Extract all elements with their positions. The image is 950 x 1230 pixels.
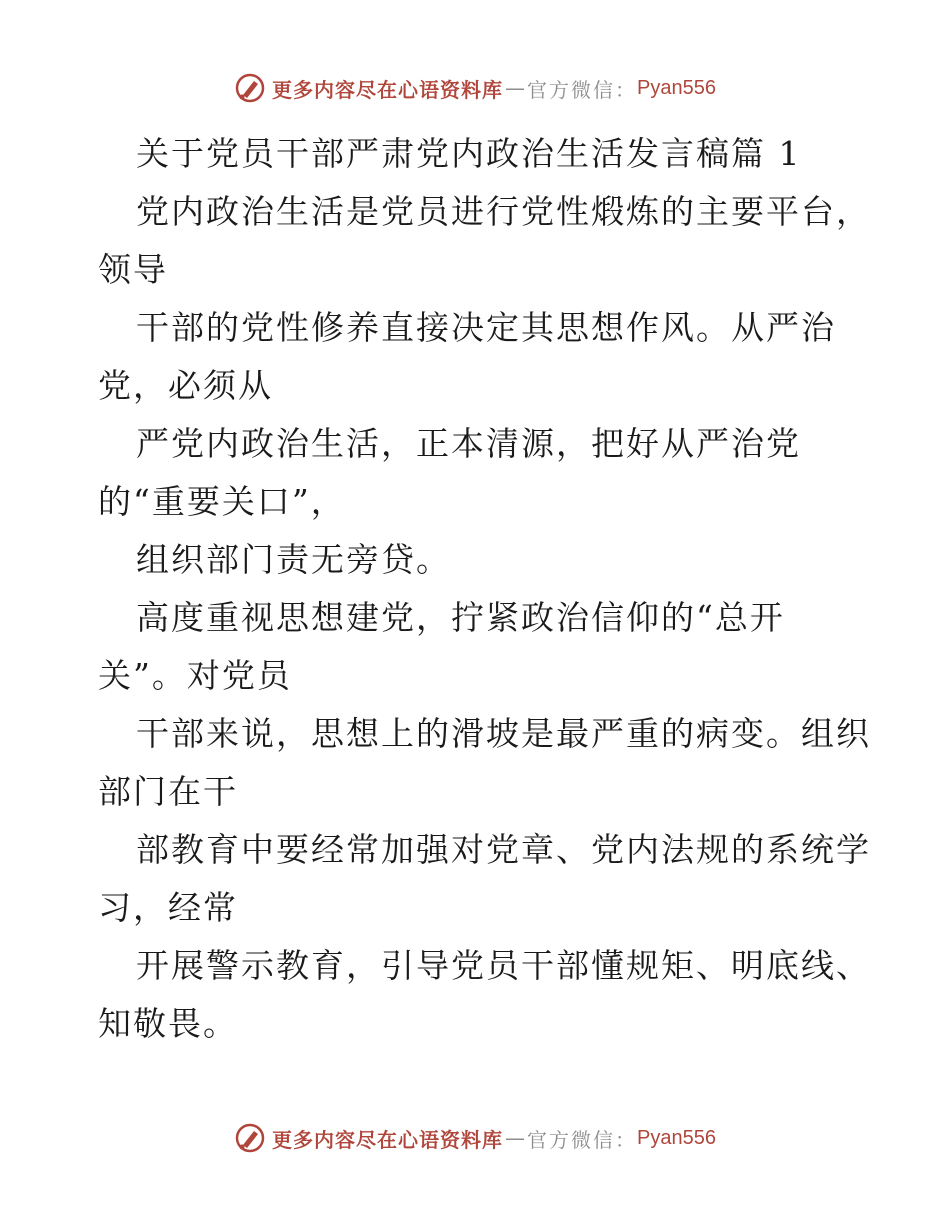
banner-brand: 更多内容尽在心语资料库: [272, 1127, 504, 1152]
text-line: 组织部门责无旁贷。: [136, 540, 451, 579]
document-title: 关于党员干部严肃党内政治生活发言稿篇 1: [136, 134, 802, 173]
text-line: 领导: [98, 250, 168, 289]
text-line: 的“重要关口”，: [98, 482, 346, 521]
footer-banner: [0, 1122, 950, 1154]
text-line: 部教育中要经常加强对党章、党内法规的系统学: [136, 830, 871, 869]
text-line: 关”。对党员: [98, 656, 292, 695]
header-banner: [0, 72, 950, 104]
document-body: [98, 125, 878, 1053]
banner-account: Pyan556: [637, 1126, 716, 1149]
text-line: 党，必须从: [98, 366, 273, 405]
text-line: 高度重视思想建党，拧紧政治信仰的“总开: [136, 598, 785, 637]
text-line: 党内政治生活是党员进行党性煅炼的主要平台，: [136, 192, 871, 231]
text-line: 严党内政治生活，正本清源，把好从严治党: [136, 424, 801, 463]
banner-separator: —: [505, 1126, 526, 1150]
text-line: 干部的党性修养直接决定其思想作风。从严治: [136, 308, 836, 347]
banner-brand: 更多内容尽在心语资料库: [272, 77, 504, 102]
text-line: 知敬畏。: [98, 1004, 238, 1043]
pen-logo-icon: [234, 72, 266, 104]
banner-account-label: 官方微信：: [527, 1127, 638, 1152]
banner-account-label: 官方微信：: [527, 77, 638, 102]
banner-account: Pyan556: [637, 76, 716, 99]
text-line: 部门在干: [98, 772, 238, 811]
pen-logo-icon: [234, 1122, 266, 1154]
text-line: 开展警示教育，引导党员干部懂规矩、明底线、: [136, 946, 871, 985]
banner-separator: —: [505, 76, 526, 100]
text-line: 习，经常: [98, 888, 238, 927]
text-line: 干部来说，思想上的滑坡是最严重的病变。组织: [136, 714, 871, 753]
